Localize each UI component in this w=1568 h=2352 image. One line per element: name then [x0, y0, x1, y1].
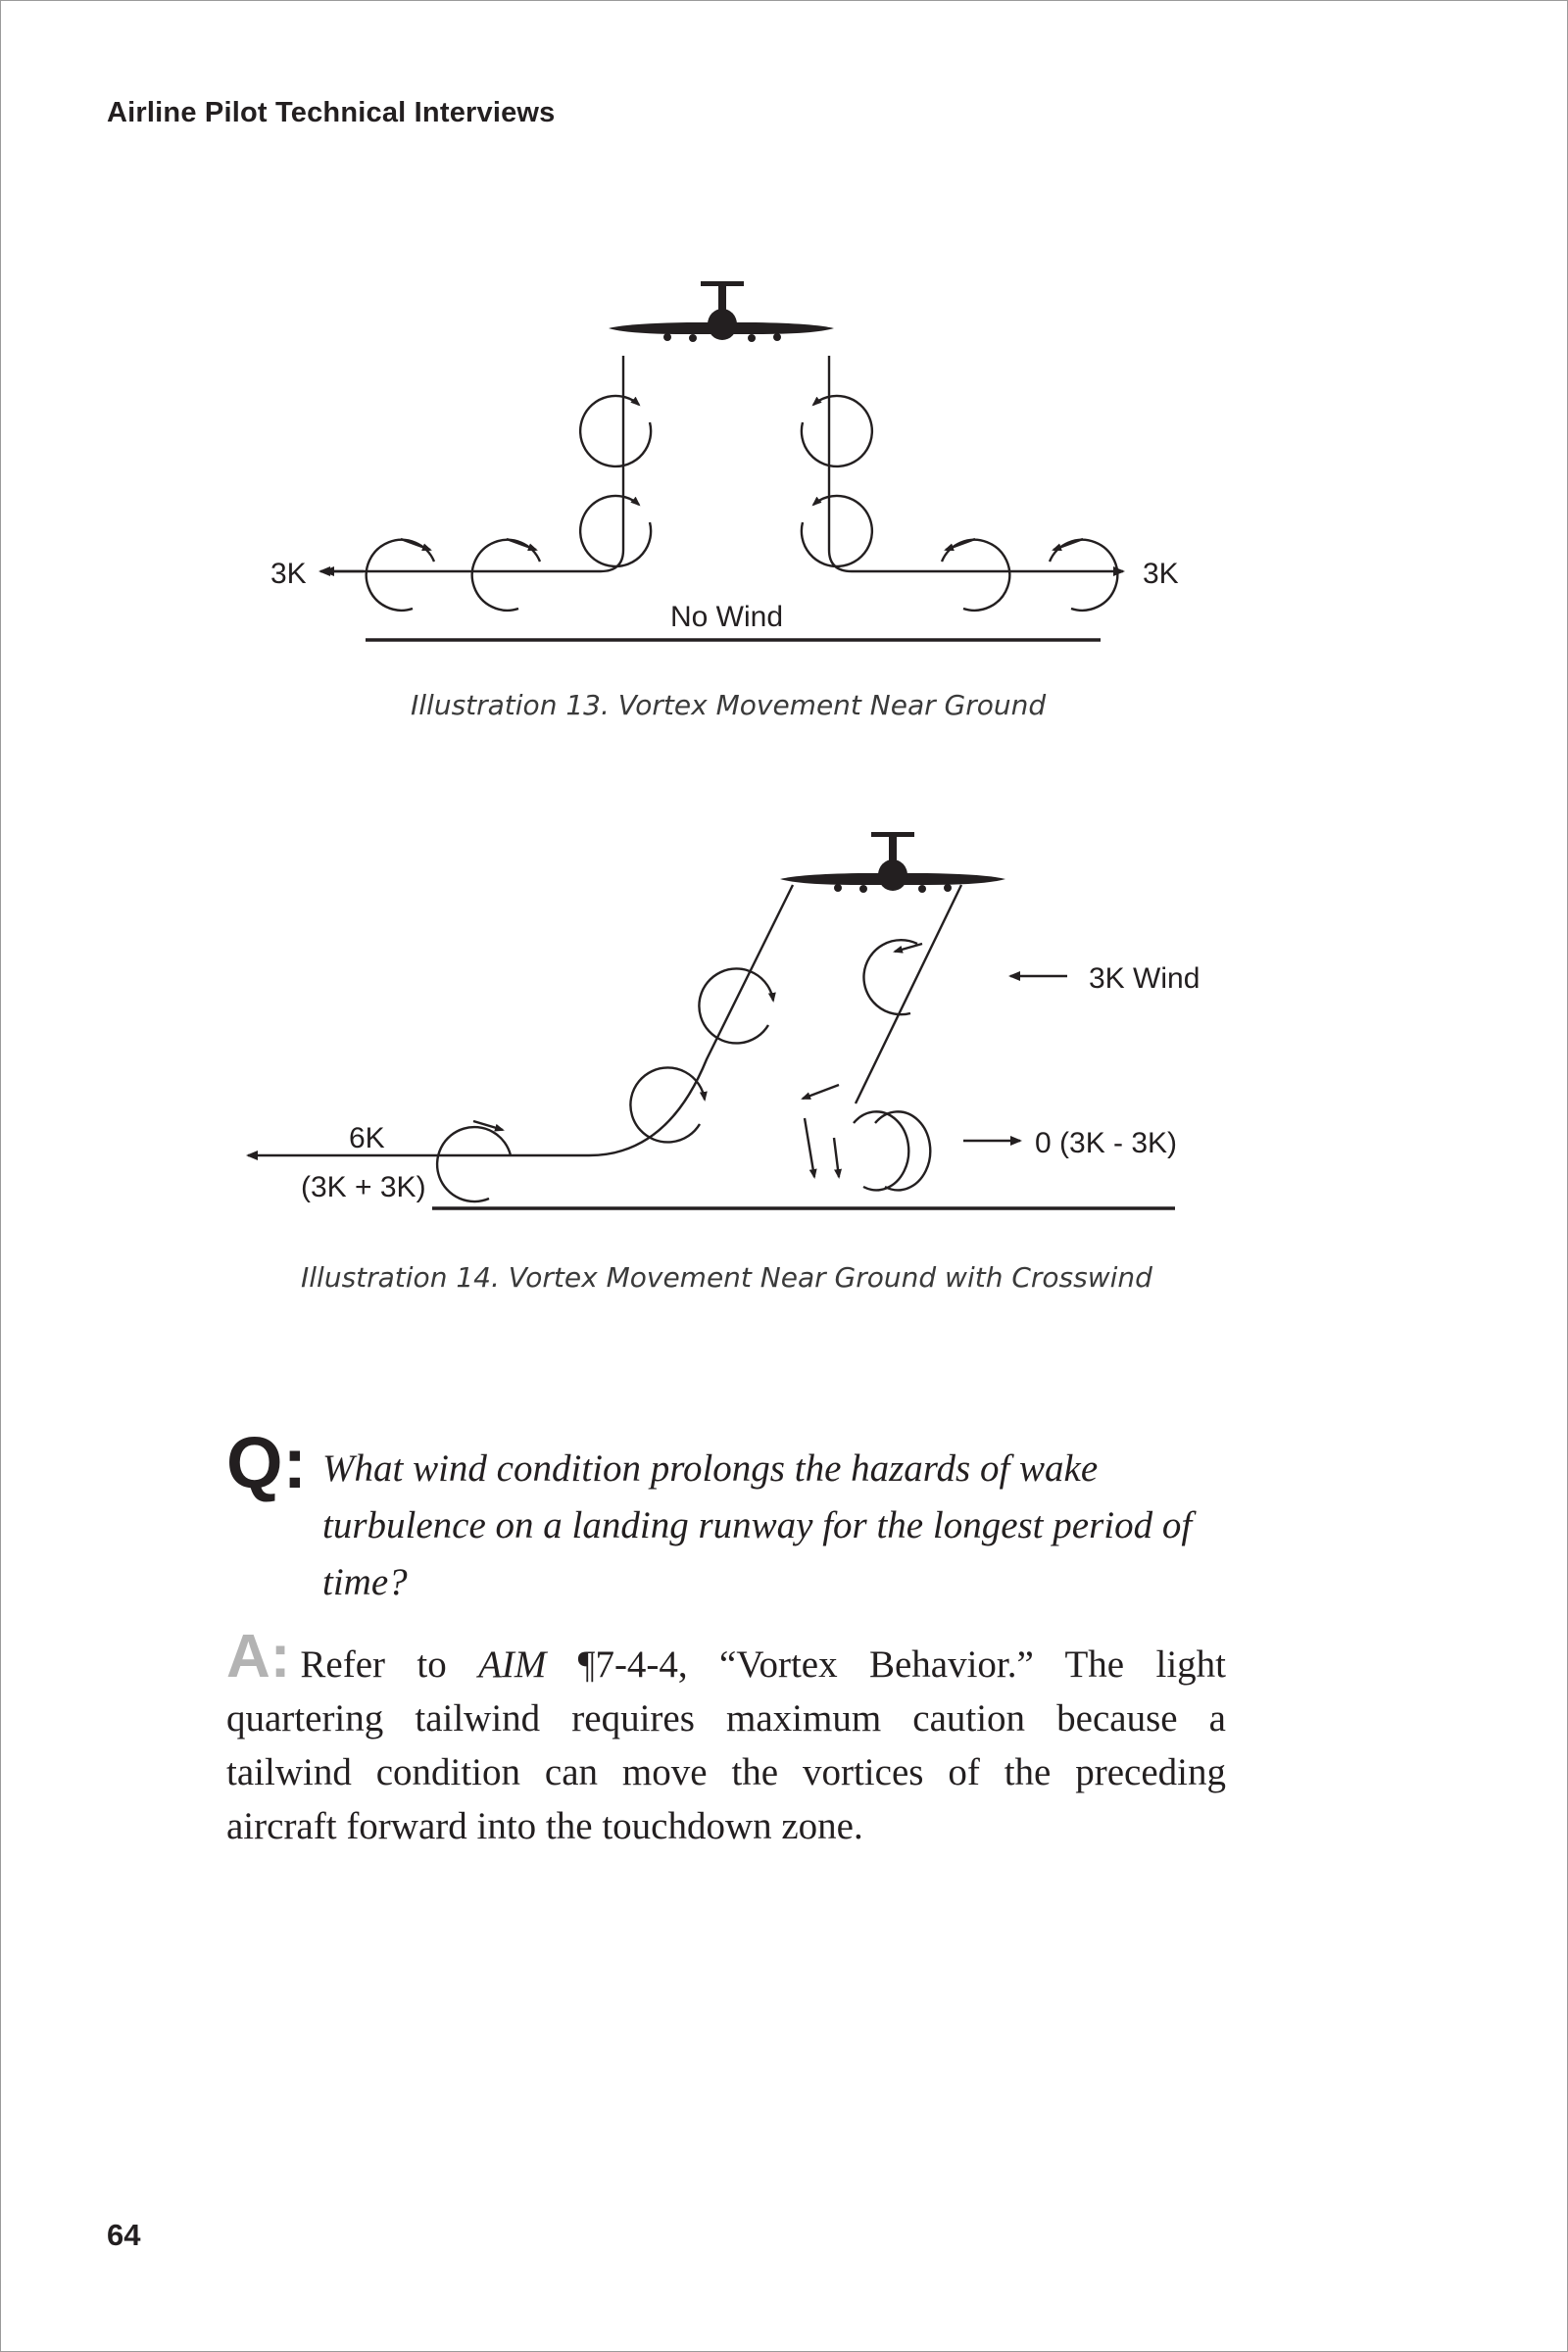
question-block	[226, 1422, 1226, 1611]
vortex-circle-arrow-icon	[802, 496, 872, 566]
fig14-left-speed: 6K	[349, 1122, 385, 1154]
vortex-circle-arrow-icon	[802, 396, 872, 466]
vortex-circle-arrow-icon	[1050, 539, 1117, 611]
fig14-caption: Illustration 14. Vortex Movement Near Ground with Crosswind	[301, 1261, 1152, 1294]
illustration-13	[1, 266, 1568, 756]
vortex-circle-arrow-icon	[580, 496, 651, 566]
answer-source: AIM	[478, 1643, 547, 1686]
vortex-circle-arrow-icon	[863, 940, 922, 1014]
left-vortex-path	[324, 356, 623, 571]
answer-paragraph	[226, 1623, 1226, 1853]
fig14-right-speed: 0 (3K - 3K)	[1035, 1127, 1178, 1159]
fig14-left-formula: (3K + 3K)	[301, 1171, 426, 1203]
question-text: What wind condition prolongs the hazards of wake turbulence on a landing runway for the longest period of time?	[322, 1447, 1193, 1603]
fig14-wind-label: 3K Wind	[1089, 962, 1200, 995]
illustration-14-drawing	[1, 814, 1568, 1304]
airplane-rear-view-icon	[780, 832, 1005, 893]
fig13-left-speed: 3K	[270, 558, 307, 590]
vortex-circle-arrow-icon	[803, 1085, 930, 1190]
question-marker: Q:	[226, 1422, 308, 1503]
answer-marker: A:	[226, 1623, 291, 1690]
vortex-circle-arrow-icon	[437, 1121, 511, 1201]
downwind-vortex-path	[856, 885, 961, 1103]
vortex-circle-arrow-icon	[942, 539, 1009, 611]
fig13-ground-label: No Wind	[670, 601, 784, 633]
answer-intro: Refer to	[300, 1643, 479, 1686]
fig13-caption: Illustration 13. Vortex Movement Near Ground	[411, 689, 1047, 721]
vortex-circle-arrow-icon	[472, 539, 540, 611]
vortex-circle-arrow-icon	[630, 1067, 705, 1142]
airplane-rear-view-icon	[609, 281, 834, 342]
illustration-13-drawing	[1, 266, 1568, 756]
vortex-circle-arrow-icon	[367, 539, 434, 611]
answer-block	[226, 1623, 1226, 1853]
vortex-circle-arrow-icon	[699, 968, 773, 1043]
upwind-vortex-path	[248, 885, 793, 1155]
running-head: Airline Pilot Technical Interviews	[107, 97, 556, 128]
vortex-circle-arrow-icon	[580, 396, 651, 466]
answer-body: ¶7-4-4, “Vortex Behavior.” The light quartering tailwind requires maximum caution because a tailwind condition can move the vortices of the preceding aircraft forward into the touchdown zone.	[226, 1643, 1226, 1847]
fig13-right-speed: 3K	[1143, 558, 1179, 590]
illustration-14	[1, 814, 1568, 1304]
page-number: 64	[107, 2218, 141, 2252]
